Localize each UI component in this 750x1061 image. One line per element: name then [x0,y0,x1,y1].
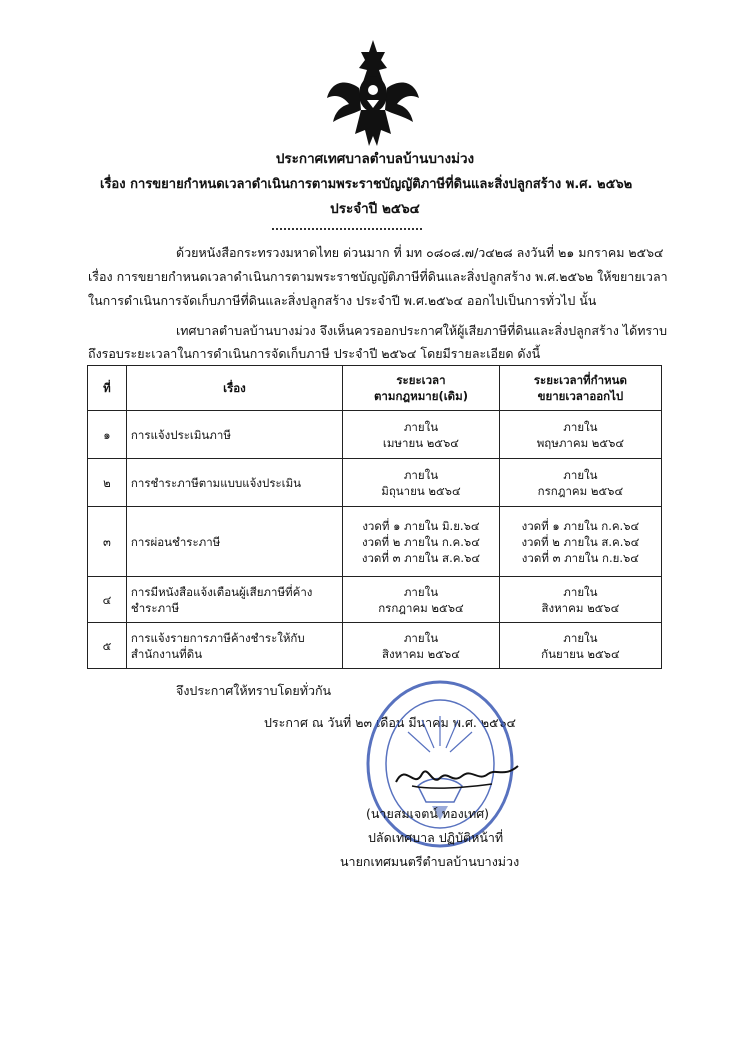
schedule-table [87,365,662,669]
header-no: ที่ [88,366,127,411]
signer-name: (นายสมเจตน์ ทองเทศ) [366,806,490,821]
paragraph-1-line-3: ในการดำเนินการจัดเก็บภาษีที่ดินและสิ่งปลูกสร้าง ประจำปี พ.ศ.๒๕๖๔ ออกไปเป็นการทั่วไป นั้น [88,293,597,308]
row-no: ๕ [88,623,127,669]
header-original-period: ระยะเวลา ตามกฎหมาย(เดิม) [343,366,500,411]
signature-icon [392,756,522,796]
row-subject: การแจ้งประเมินภาษี [126,411,342,459]
dotted-divider [272,228,422,230]
row-original-period: ภายใน เมษายน ๒๕๖๔ [343,411,500,459]
table-row [88,623,662,669]
row-original-period: ภายใน กรกฎาคม ๒๕๖๔ [343,577,500,623]
row-subject: การผ่อนชำระภาษี [126,507,342,577]
row-extended-period: งวดที่ ๑ ภายใน ก.ค.๖๔ งวดที่ ๒ ภายใน ส.ค.๖๔ งวดที่ ๓ ภายใน ก.ย.๖๔ [499,507,661,577]
garuda-emblem-icon [325,38,421,150]
row-no: ๑ [88,411,127,459]
announcement-year: ประจำปี ๒๕๖๔ [330,201,420,217]
row-no: ๓ [88,507,127,577]
table-header-row [88,366,662,411]
row-original-period: งวดที่ ๑ ภายใน มิ.ย.๖๔ งวดที่ ๒ ภายใน ก.ค.๖๔ งวดที่ ๓ ภายใน ส.ค.๖๔ [343,507,500,577]
table-row [88,507,662,577]
paragraph-2-line-1: เทศบาลตำบลบ้านบางม่วง จึงเห็นควรออกประกาศให้ผู้เสียภาษีที่ดินและสิ่งปลูกสร้าง ได้ทราบ [176,323,668,338]
table-row [88,577,662,623]
row-subject: การแจ้งรายการภาษีค้างชำระให้กับ สำนักงานที่ดิน [126,623,342,669]
header-extended-period: ระยะเวลาที่กำหนด ขยายเวลาออกไป [499,366,661,411]
row-no: ๔ [88,577,127,623]
paragraph-1-line-2: เรื่อง การขยายกำหนดเวลาดำเนินการตามพระราชบัญญัติภาษีที่ดินและสิ่งปลูกสร้าง พ.ศ.๒๕๖๒ ให้ขยายเวลา [88,269,668,284]
announcement-subject: เรื่อง การขยายกำหนดเวลาดำเนินการตามพระราชบัญญัติภาษีที่ดินและสิ่งปลูกสร้าง พ.ศ. ๒๕๖๒ [100,177,633,192]
row-subject: การชำระภาษีตามแบบแจ้งประเมิน [126,459,342,507]
row-extended-period: ภายใน กันยายน ๒๕๖๔ [499,623,661,669]
row-no: ๒ [88,459,127,507]
row-original-period: ภายใน มิถุนายน ๒๕๖๔ [343,459,500,507]
row-extended-period: ภายใน สิงหาคม ๒๕๖๔ [499,577,661,623]
paragraph-2-line-2: ถึงรอบระยะเวลาในการดำเนินการจัดเก็บภาษี ประจำปี ๒๕๖๔ โดยมีรายละเอียด ดังนี้ [88,346,541,361]
row-original-period: ภายใน สิงหาคม ๒๕๖๔ [343,623,500,669]
header-subject: เรื่อง [126,366,342,411]
row-extended-period: ภายใน กรกฎาคม ๒๕๖๔ [499,459,661,507]
signer-role: ปลัดเทศบาล ปฏิบัติหน้าที่ [368,830,504,845]
table-row [88,411,662,459]
dated-line: ประกาศ ณ วันที่ ๒๓ เดือน มีนาคม พ.ศ. ๒๕๖๔ [264,715,516,730]
row-subject: การมีหนังสือแจ้งเตือนผู้เสียภาษีที่ค้าง ชำระภาษี [126,577,342,623]
row-extended-period: ภายใน พฤษภาคม ๒๕๖๔ [499,411,661,459]
closing-text: จึงประกาศให้ทราบโดยทั่วกัน [176,683,332,698]
signer-position: นายกเทศมนตรีตำบลบ้านบางม่วง [340,854,520,869]
table-row [88,459,662,507]
paragraph-1-line-1: ด้วยหนังสือกระทรวงมหาดไทย ด่วนมาก ที่ มท ๐๘๐๘.๗/ว๔๒๘ ลงวันที่ ๒๑ มกราคม ๒๕๖๔ [176,245,664,260]
announcement-title: ประกาศเทศบาลตำบลบ้านบางม่วง [275,151,475,167]
